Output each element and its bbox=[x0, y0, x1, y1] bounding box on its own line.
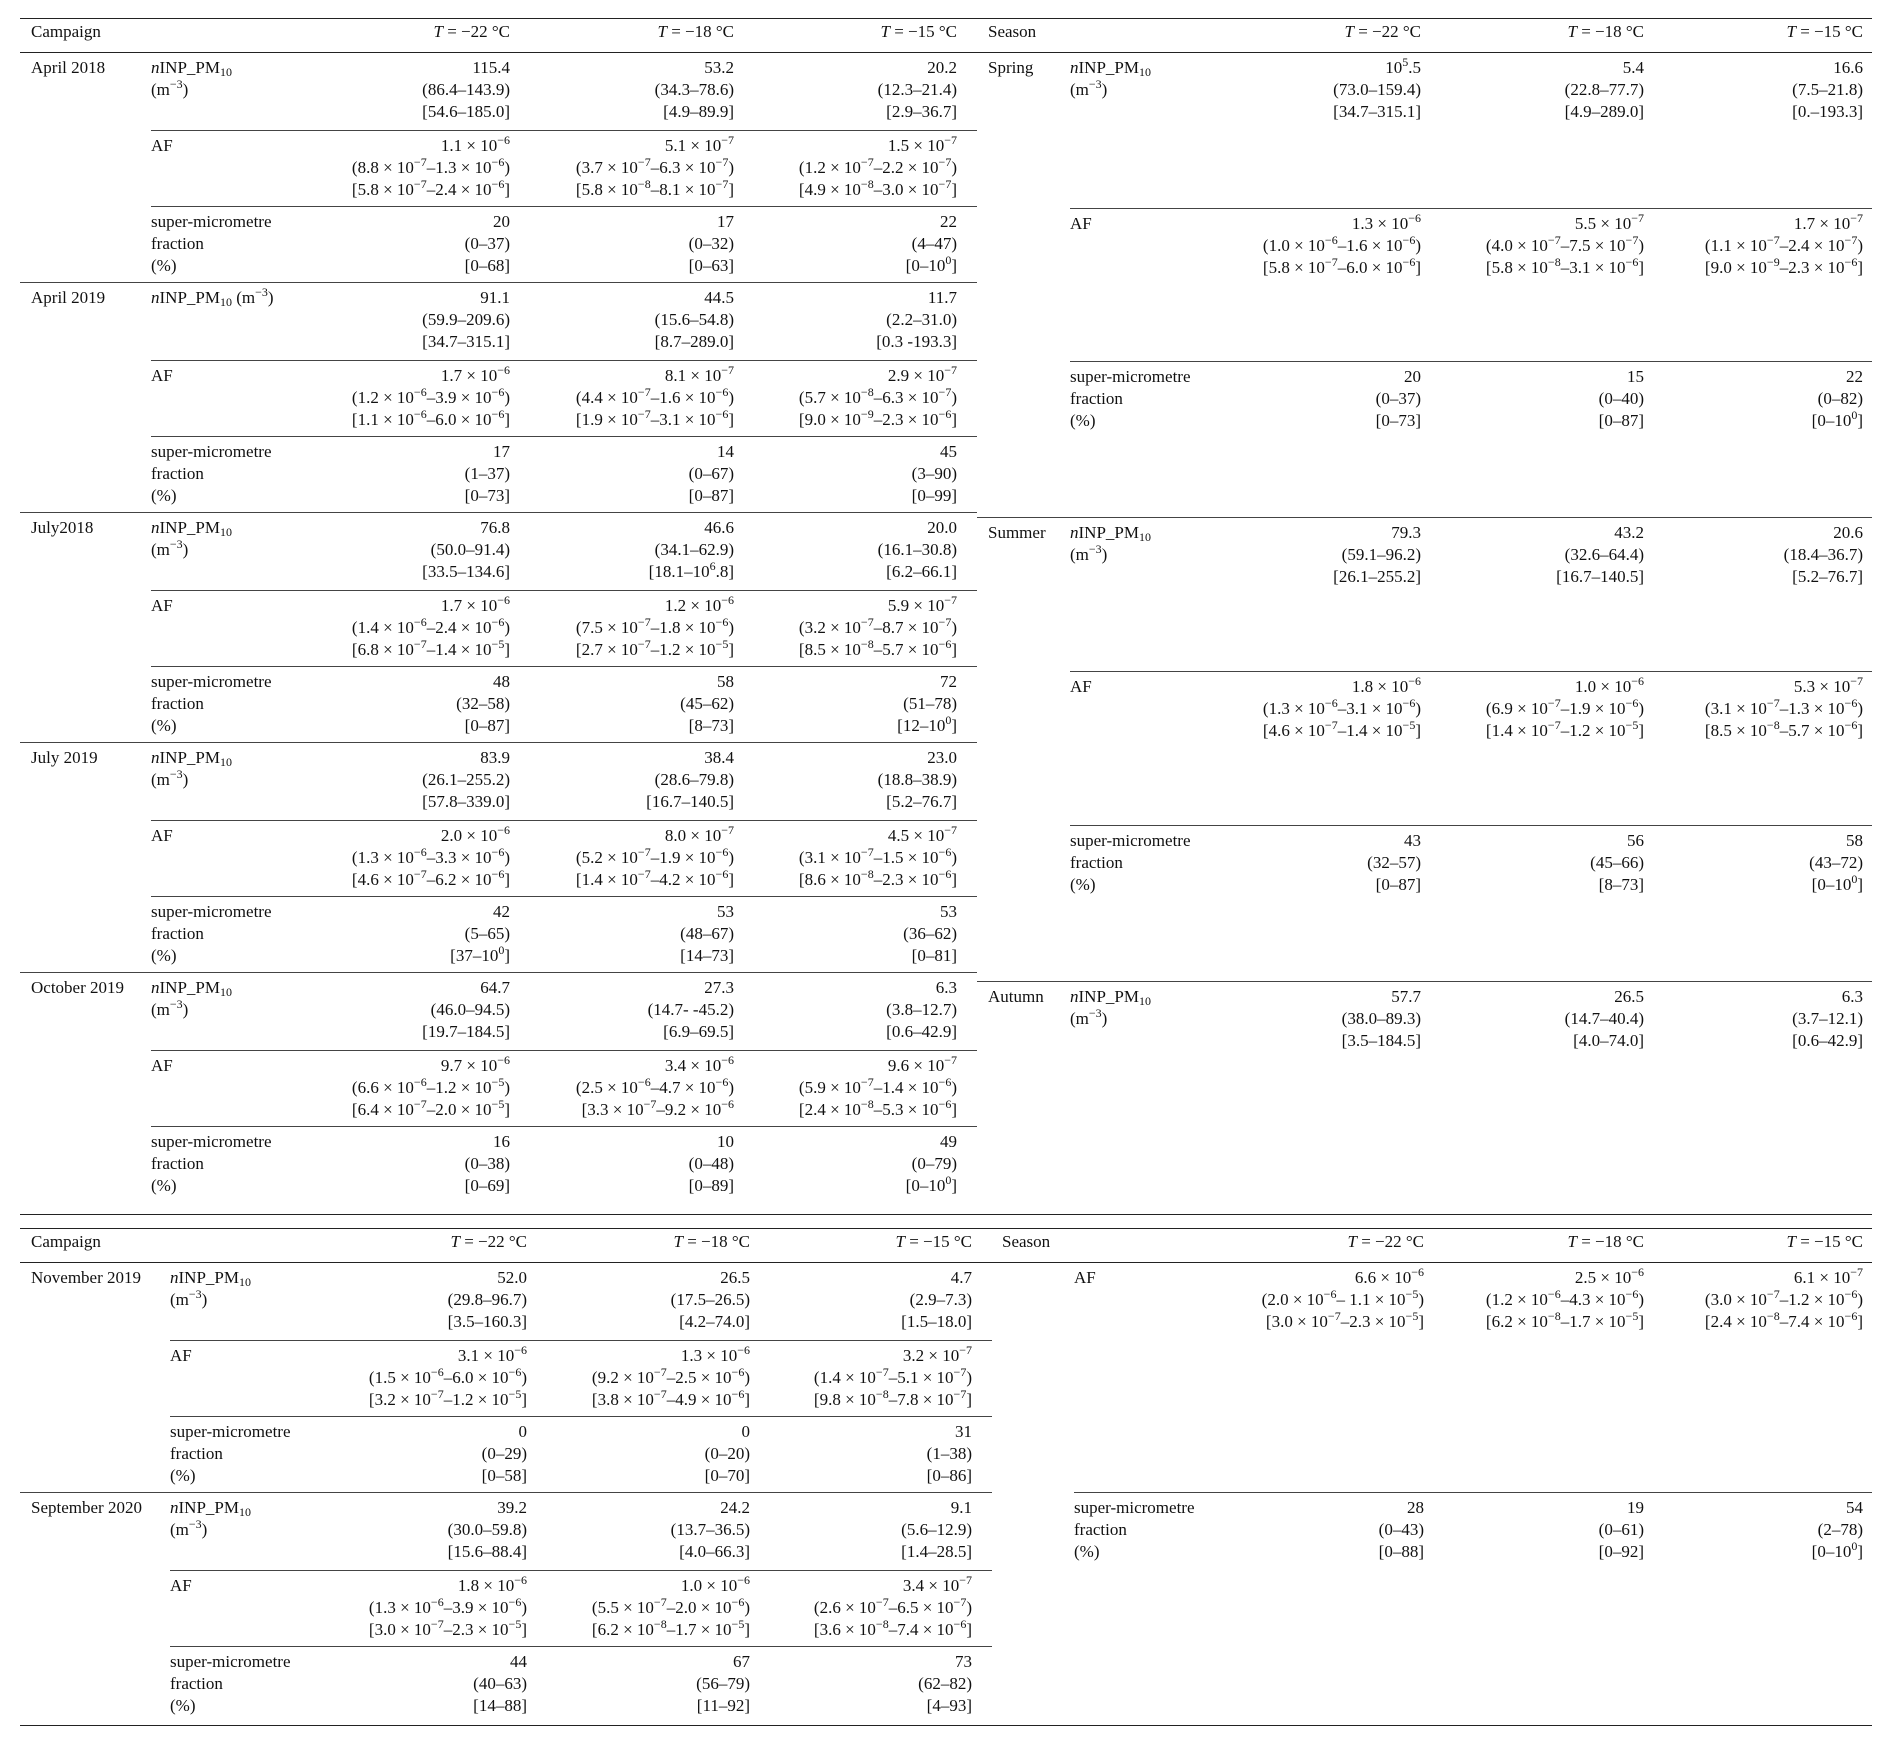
value-cell: 27.3 (14.7- -45.2) [6.9–69.5] bbox=[647, 978, 734, 1041]
value-cell: 73 (62–82) [4–93] bbox=[918, 1652, 972, 1715]
value-cell: 64.7 (46.0–94.5) [19.7–184.5] bbox=[422, 978, 510, 1041]
value-cell: $3.1 \times 10^{-6}$ $(1.5 \times 10^{-6}-6.0 \times 10^{-6})$ $[3.2 \times 10^{-7}-1.2 \times 10^{-5}]$ bbox=[368, 1343, 527, 1409]
value-cell: $1.3 \times 10^{-6}$ $(1.0 \times 10^{-6}-1.6 \times 10^{-6})$ $[5.8 \times 10^{-7}-6.0 \times 10^{-6}]$ bbox=[1262, 211, 1421, 277]
value-cell: $9.6 \times 10^{-7}$ $(5.9 \times 10^{-7}-1.4 \times 10^{-6})$ $[2.4 \times 10^{-8}-5.3 \times 10^{-6}]$ bbox=[798, 1053, 957, 1119]
value-cell: $5.5 \times 10^{-7}$ $(4.0 \times 10^{-7}-7.5 \times 10^{-7})$ $[5.8 \times 10^{-8}-3.1 \times 10^{-6}]$ bbox=[1485, 211, 1644, 277]
value-cell: $5.3 \times 10^{-7}$ $(3.1 \times 10^{-7}-1.3 \times 10^{-6})$ $[8.5 \times 10^{-8}-5.7 \times 10^{-6}]$ bbox=[1704, 674, 1863, 740]
block-divider bbox=[151, 590, 977, 591]
af-label: AF bbox=[170, 1576, 192, 1595]
block-divider bbox=[1074, 1492, 1872, 1493]
campaign-divider bbox=[20, 282, 977, 283]
season-divider bbox=[977, 517, 1872, 518]
ninp-label: $nINP\_PM_{10}$ $(m^{-3})$ bbox=[170, 1498, 251, 1539]
block-divider bbox=[1070, 361, 1872, 362]
value-cell: 48 (32–58) [0–87] bbox=[456, 672, 510, 735]
value-cell: $8.1 \times 10^{-7}$ $(4.4 \times 10^{-7}-1.6 \times 10^{-6})$ $[1.9 \times 10^{-7}-3.1 \times 10^{-6}]$ bbox=[575, 363, 734, 429]
block-divider bbox=[170, 1570, 992, 1571]
block-divider bbox=[1070, 208, 1872, 209]
value-cell: 53.2 (34.3–78.6) [4.9–89.9] bbox=[654, 58, 734, 121]
block-divider bbox=[151, 666, 977, 667]
af-label: AF bbox=[151, 136, 173, 155]
value-cell: 16.6 (7.5–21.8) [0.–193.3] bbox=[1792, 58, 1863, 121]
value-cell: 54 (2–78) $[0-10^0]$ bbox=[1811, 1498, 1863, 1561]
block-divider bbox=[151, 360, 977, 361]
ninp-label: $nINP\_PM_{10}$ $(m^{-3})$ bbox=[151, 748, 232, 789]
ninp-label: $nINP\_PM_{10}$ $(m^{-3})$ bbox=[151, 518, 232, 559]
block-divider bbox=[151, 436, 977, 437]
value-cell: $3.4 \times 10^{-6}$ $(2.5 \times 10^{-6}-4.7 \times 10^{-6})$ [$3.3 \times 10^{-7}-9.2 \times 10^{-6}$ bbox=[575, 1053, 734, 1119]
value-cell: 6.3 (3.7–12.1) [0.6–42.9] bbox=[1792, 987, 1863, 1050]
value-cell: $1.8 \times 10^{-6}$ $(1.3 \times 10^{-6}-3.9 \times 10^{-6})$ $[3.0 \times 10^{-7}-2.3 \times 10^{-5}]$ bbox=[368, 1573, 527, 1639]
value-cell: $1.7 \times 10^{-6}$ $(1.4 \times 10^{-6}-2.4 \times 10^{-6})$ $[6.8 \times 10^{-7}-1.4 \times 10^{-5}]$ bbox=[351, 593, 510, 659]
value-cell: 58 (43–72) $[0-10^0]$ bbox=[1809, 831, 1863, 894]
campaign-divider bbox=[20, 1492, 992, 1493]
campaign-header: Campaign bbox=[31, 1232, 101, 1251]
bottom-table bbox=[20, 1228, 1872, 1728]
value-cell: $1.8 \times 10^{-6}$ $(1.3 \times 10^{-6}-3.1 \times 10^{-6})$ $[4.6 \times 10^{-7}-1.4 \times 10^{-5}]$ bbox=[1262, 674, 1421, 740]
season-name: Spring bbox=[988, 58, 1034, 77]
value-cell: 53 (48–67) [14–73] bbox=[680, 902, 734, 965]
value-cell: 26.5 (17.5–26.5) [4.2–74.0] bbox=[670, 1268, 750, 1331]
value-cell: 45 (3–90) [0–99] bbox=[911, 442, 957, 505]
value-cell: 0 (0–29) [0–58] bbox=[481, 1422, 527, 1485]
temperature-header: T = −18 °C bbox=[1567, 1232, 1644, 1251]
value-cell: $6.1 \times 10^{-7}$ $(3.0 \times 10^{-7}-1.2 \times 10^{-6})$ $[2.4 \times 10^{-8}-7.4 \times 10^{-6}]$ bbox=[1704, 1265, 1863, 1331]
value-cell: 58 (45–62) [8–73] bbox=[680, 672, 734, 735]
campaign-divider bbox=[20, 512, 977, 513]
ninp-label: $nINP\_PM_{10}$ $(m^{-3})$ bbox=[1070, 58, 1151, 99]
value-cell: $1.1 \times 10^{-6}$ $(8.8 \times 10^{-7}-1.3 \times 10^{-6})$ $[5.8 \times 10^{-7}-2.4 \times 10^{-6}]$ bbox=[351, 133, 510, 199]
ninp-label: $nINP\_PM_{10}$ $(m^{-3})$ bbox=[1070, 987, 1151, 1028]
af-label: AF bbox=[151, 826, 173, 845]
header-bottom-rule bbox=[20, 1262, 1872, 1263]
value-cell: 20.0 (16.1–30.8) [6.2–66.1] bbox=[877, 518, 957, 581]
season-header: Season bbox=[988, 22, 1037, 41]
block-divider bbox=[151, 896, 977, 897]
block-divider bbox=[1070, 671, 1872, 672]
season-name: Summer bbox=[988, 523, 1046, 542]
temperature-header: T = −15 °C bbox=[880, 22, 957, 41]
value-cell: 67 (56–79) [11–92] bbox=[696, 1652, 750, 1715]
value-cell: 56 (45–66) [8–73] bbox=[1590, 831, 1644, 894]
campaign-name: July2018 bbox=[31, 518, 94, 537]
block-divider bbox=[170, 1646, 992, 1647]
value-cell: 57.7 (38.0–89.3) [3.5–184.5] bbox=[1341, 987, 1421, 1050]
block-divider bbox=[170, 1340, 992, 1341]
season-divider bbox=[977, 981, 1872, 982]
temperature-header: T = −15 °C bbox=[1786, 22, 1863, 41]
header-top-rule bbox=[20, 1228, 1872, 1229]
value-cell: 11.7 (2.2–31.0) [0.3 -193.3] bbox=[876, 288, 957, 351]
table-bottom-rule bbox=[20, 1725, 1872, 1726]
block-divider bbox=[151, 1050, 977, 1051]
temperature-header: T = −15 °C bbox=[895, 1232, 972, 1251]
value-cell: 5.4 (22.8–77.7) [4.9–289.0] bbox=[1564, 58, 1644, 121]
value-cell: $1.3 \times 10^{-6}$ $(9.2 \times 10^{-7}-2.5 \times 10^{-6})$ $[3.8 \times 10^{-7}-4.9 \times 10^{-6}]$ bbox=[591, 1343, 750, 1409]
value-cell: 52.0 (29.8–96.7) [3.5–160.3] bbox=[447, 1268, 527, 1331]
value-cell: 28 (0–43) [0–88] bbox=[1378, 1498, 1424, 1561]
af-label: AF bbox=[151, 1056, 173, 1075]
value-cell: 10 (0–48) [0–89] bbox=[688, 1132, 734, 1195]
value-cell: 44 (40–63) [14–88] bbox=[473, 1652, 527, 1715]
value-cell: $4.5 \times 10^{-7}$ $(3.1 \times 10^{-7}-1.5 \times 10^{-6})$ $[8.6 \times 10^{-8}-2.3 \times 10^{-6}]$ bbox=[798, 823, 957, 889]
value-cell: $6.6 \times 10^{-6}$ ($2.0 \times 10^{-6}-$ $1.1 \times 10^{-5}$) $[3.0 \times 10^{-7}-2.3 \times 10^{-5}]$ bbox=[1261, 1265, 1424, 1331]
value-cell: 16 (0–38) [0–69] bbox=[464, 1132, 510, 1195]
af-label: AF bbox=[170, 1346, 192, 1365]
top-table bbox=[20, 18, 1872, 1214]
temperature-header: T = −22 °C bbox=[1344, 22, 1421, 41]
value-cell: $1.0 \times 10^{-6}$ $(6.9 \times 10^{-7}-1.9 \times 10^{-6})$ $[1.4 \times 10^{-7}-1.2 \times 10^{-5}]$ bbox=[1485, 674, 1644, 740]
season-name: Autumn bbox=[988, 987, 1044, 1006]
value-cell: 72 (51–78) $[12-10^0]$ bbox=[897, 672, 957, 735]
campaign-name: April 2019 bbox=[31, 288, 106, 307]
value-cell: 9.1 (5.6–12.9) [1.4–28.5] bbox=[901, 1498, 972, 1561]
super-micrometre-label: super-micrometre fraction (%) bbox=[1074, 1498, 1195, 1561]
campaign-name: April 2018 bbox=[31, 58, 106, 77]
af-label: AF bbox=[1070, 214, 1092, 233]
campaign-divider bbox=[20, 972, 977, 973]
season-header: Season bbox=[1002, 1232, 1051, 1251]
campaign-name: September 2020 bbox=[31, 1498, 142, 1517]
value-cell: $10^5.5$ (73.0–159.4) [34.7–315.1] bbox=[1333, 55, 1421, 121]
campaign-name: October 2019 bbox=[31, 978, 125, 997]
super-micrometre-label: super-micrometre fraction (%) bbox=[151, 902, 272, 965]
super-micrometre-label: super-micrometre fraction (%) bbox=[170, 1422, 291, 1485]
value-cell: 31 (1–38) [0–86] bbox=[926, 1422, 972, 1485]
value-cell: $5.9 \times 10^{-7}$ $(3.2 \times 10^{-7}-8.7 \times 10^{-7})$ $[8.5 \times 10^{-8}-5.7 \times 10^{-6}]$ bbox=[798, 593, 957, 659]
super-micrometre-label: super-micrometre fraction (%) bbox=[151, 442, 272, 505]
block-divider bbox=[1070, 825, 1872, 826]
af-label: AF bbox=[151, 366, 173, 385]
value-cell: 24.2 (13.7–36.5) [4.0–66.3] bbox=[670, 1498, 750, 1561]
ninp-label: $nINP\_PM_{10}$ $(m^{-3})$ bbox=[170, 1268, 251, 1309]
super-micrometre-label: super-micrometre fraction (%) bbox=[151, 1132, 272, 1195]
value-cell: $5.1 \times 10^{-7}$ $(3.7 \times 10^{-7}-6.3 \times 10^{-7})$ $[5.8 \times 10^{-8}-8.1 \times 10^{-7}]$ bbox=[575, 133, 734, 199]
block-divider bbox=[151, 820, 977, 821]
value-cell: 39.2 (30.0–59.8) [15.6–88.4] bbox=[447, 1498, 527, 1561]
temperature-header: T = −18 °C bbox=[1567, 22, 1644, 41]
value-cell: $9.7 \times 10^{-6}$ $(6.6 \times 10^{-6}-1.2 \times 10^{-5})$ $[6.4 \times 10^{-7}-2.0 \times 10^{-5}]$ bbox=[351, 1053, 510, 1119]
value-cell: 20 (0–37) [0–73] bbox=[1375, 367, 1421, 430]
value-cell: $8.0 \times 10^{-7}$ $(5.2 \times 10^{-7}-1.9 \times 10^{-6})$ $[1.4 \times 10^{-7}-4.2 \times 10^{-6}]$ bbox=[575, 823, 734, 889]
value-cell: $2.0 \times 10^{-6}$ $(1.3 \times 10^{-6}-3.3 \times 10^{-6})$ $[4.6 \times 10^{-7}-6.2 \times 10^{-6}]$ bbox=[351, 823, 510, 889]
ninp-label: $nINP\_PM_{10}$ $(m^{-3})$ bbox=[1070, 523, 1151, 564]
af-label: AF bbox=[1074, 1268, 1096, 1287]
value-cell: $1.5 \times 10^{-7}$ $(1.2 \times 10^{-7}-2.2 \times 10^{-7})$ $[4.9 \times 10^{-8}-3.0 \times 10^{-7}]$ bbox=[798, 133, 957, 199]
value-cell: 22 (0–82) $[0-10^0]$ bbox=[1811, 367, 1863, 430]
value-cell: 17 (1–37) [0–73] bbox=[464, 442, 510, 505]
value-cell: 0 (0–20) [0–70] bbox=[704, 1422, 750, 1485]
temperature-header: T = −18 °C bbox=[657, 22, 734, 41]
af-label: AF bbox=[1070, 677, 1092, 696]
value-cell: 43 (32–57) [0–87] bbox=[1367, 831, 1421, 894]
campaign-divider bbox=[20, 742, 977, 743]
header-bottom-rule bbox=[20, 52, 1872, 53]
super-micrometre-label: super-micrometre fraction (%) bbox=[151, 212, 272, 275]
value-cell: 20.6 (18.4–36.7) [5.2–76.7] bbox=[1783, 523, 1863, 586]
value-cell: 4.7 (2.9–7.3) [1.5–18.0] bbox=[901, 1268, 972, 1331]
table-bottom-rule bbox=[20, 1214, 1872, 1215]
value-cell: 44.5 (15.6–54.8) [8.7–289.0] bbox=[654, 288, 734, 351]
temperature-header: T = −22 °C bbox=[450, 1232, 527, 1251]
super-micrometre-label: super-micrometre fraction (%) bbox=[1070, 367, 1191, 430]
block-divider bbox=[151, 1126, 977, 1127]
value-cell: 115.4 (86.4–143.9) [54.6–185.0] bbox=[422, 58, 510, 121]
value-cell: $1.7 \times 10^{-6}$ $(1.2 \times 10^{-6}-3.9 \times 10^{-6})$ $[1.1 \times 10^{-6}-6.0 \times 10^{-6}]$ bbox=[351, 363, 510, 429]
value-cell: 76.8 (50.0–91.4) [33.5–134.6] bbox=[422, 518, 510, 581]
value-cell: 91.1 (59.9–209.6) [34.7–315.1] bbox=[422, 288, 510, 351]
ninp-label: $nINP\_PM_{10}$ $(m^{-3})$ bbox=[151, 285, 274, 309]
value-cell: $2.5 \times 10^{-6}$ $(1.2 \times 10^{-6}-4.3 \times 10^{-6})$ $[6.2 \times 10^{-8}-1.7 \times 10^{-5}]$ bbox=[1485, 1265, 1644, 1331]
value-cell: 17 (0–32) [0–63] bbox=[688, 212, 734, 275]
value-cell: 20 (0–37) [0–68] bbox=[464, 212, 510, 275]
value-cell: 14 (0–67) [0–87] bbox=[688, 442, 734, 505]
temperature-header: T = −15 °C bbox=[1786, 1232, 1863, 1251]
header-top-rule bbox=[20, 18, 1872, 19]
value-cell: 38.4 (28.6–79.8) [16.7–140.5] bbox=[646, 748, 734, 811]
value-cell: $1.0 \times 10^{-6}$ $(5.5 \times 10^{-7}-2.0 \times 10^{-6})$ $[6.2 \times 10^{-8}-1.7 \times 10^{-5}]$ bbox=[591, 1573, 750, 1639]
campaign-name: November 2019 bbox=[31, 1268, 142, 1287]
campaign-name: July 2019 bbox=[31, 748, 98, 767]
value-cell: 19 (0–61) [0–92] bbox=[1598, 1498, 1644, 1561]
value-cell: 26.5 (14.7–40.4) [4.0–74.0] bbox=[1564, 987, 1644, 1050]
value-cell: 83.9 (26.1–255.2) [57.8–339.0] bbox=[422, 748, 510, 811]
value-cell: 43.2 (32.6–64.4) [16.7–140.5] bbox=[1556, 523, 1644, 586]
temperature-header: T = −22 °C bbox=[1347, 1232, 1424, 1251]
temperature-header: T = −18 °C bbox=[673, 1232, 750, 1251]
value-cell: 42 (5–65) $[37-10^0]$ bbox=[450, 902, 510, 965]
value-cell: 79.3 (59.1–96.2) [26.1–255.2] bbox=[1333, 523, 1421, 586]
block-divider bbox=[151, 206, 977, 207]
value-cell: 23.0 (18.8–38.9) [5.2–76.7] bbox=[877, 748, 957, 811]
value-cell: 49 (0–79) $[0-10^0]$ bbox=[905, 1132, 957, 1195]
value-cell: $1.2 \times 10^{-6}$ $(7.5 \times 10^{-7}-1.8 \times 10^{-6})$ $[2.7 \times 10^{-7}-1.2 \times 10^{-5}]$ bbox=[575, 593, 734, 659]
value-cell: $1.7 \times 10^{-7}$ $(1.1 \times 10^{-7}-2.4 \times 10^{-7})$ $[9.0 \times 10^{-9}-2.3 \times 10^{-6}]$ bbox=[1704, 211, 1863, 277]
value-cell: 22 (4–47) $[0-10^0]$ bbox=[905, 212, 957, 275]
block-divider bbox=[151, 130, 977, 131]
value-cell: 46.6 (34.1–62.9) $[18.1-10^6.8]$ bbox=[648, 518, 734, 581]
block-divider bbox=[170, 1416, 992, 1417]
value-cell: 20.2 (12.3–21.4) [2.9–36.7] bbox=[877, 58, 957, 121]
super-micrometre-label: super-micrometre fraction (%) bbox=[1070, 831, 1191, 894]
value-cell: 6.3 (3.8–12.7) [0.6–42.9] bbox=[886, 978, 957, 1041]
super-micrometre-label: super-micrometre fraction (%) bbox=[151, 672, 272, 735]
ninp-label: $nINP\_PM_{10}$ $(m^{-3})$ bbox=[151, 978, 232, 1019]
value-cell: $2.9 \times 10^{-7}$ $(5.7 \times 10^{-8}-6.3 \times 10^{-7})$ $[9.0 \times 10^{-9}-2.3 \times 10^{-6}]$ bbox=[798, 363, 957, 429]
value-cell: 15 (0–40) [0–87] bbox=[1598, 367, 1644, 430]
super-micrometre-label: super-micrometre fraction (%) bbox=[170, 1652, 291, 1715]
campaign-header: Campaign bbox=[31, 22, 101, 41]
value-cell: 53 (36–62) [0–81] bbox=[903, 902, 957, 965]
value-cell: $3.2 \times 10^{-7}$ $(1.4 \times 10^{-7}-5.1 \times 10^{-7})$ $[9.8 \times 10^{-8}-7.8 \times 10^{-7}]$ bbox=[813, 1343, 972, 1409]
value-cell: $3.4 \times 10^{-7}$ $(2.6 \times 10^{-7}-6.5 \times 10^{-7})$ $[3.6 \times 10^{-8}-7.4 \times 10^{-6}]$ bbox=[813, 1573, 972, 1639]
temperature-header: T = −22 °C bbox=[433, 22, 510, 41]
af-label: AF bbox=[151, 596, 173, 615]
ninp-label: $nINP\_PM_{10}$ $(m^{-3})$ bbox=[151, 58, 232, 99]
